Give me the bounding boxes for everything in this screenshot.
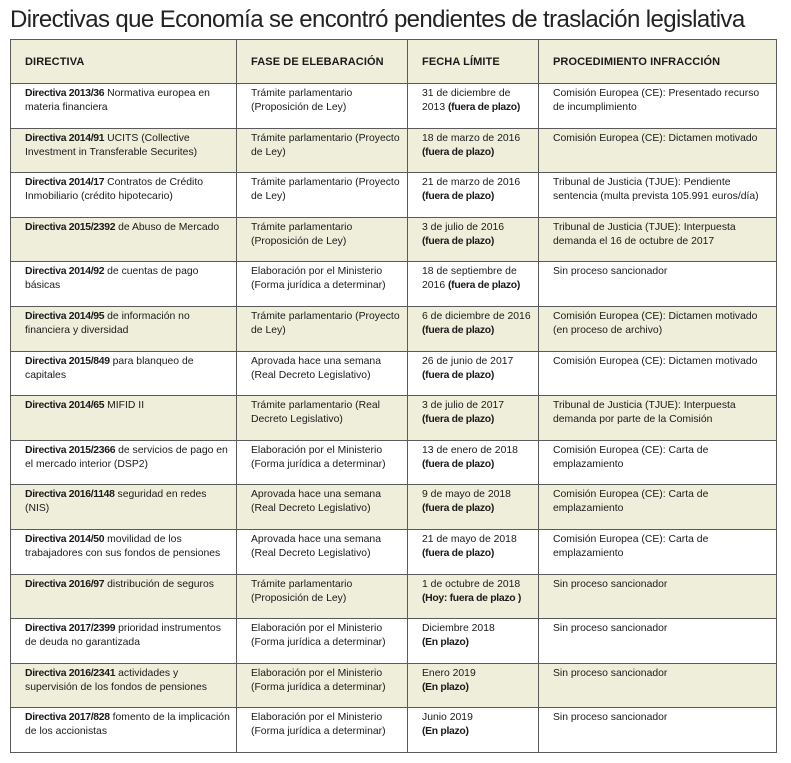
procedimiento-cell: Sin proceso sancionador <box>539 663 777 708</box>
fecha-cell <box>408 619 539 664</box>
header-directiva: DIRECTIVA <box>11 40 237 84</box>
fase-cell: Trámite parlamentario (Proyecto de Ley) <box>237 128 408 173</box>
fecha-status: (fuera de plazo) <box>422 369 494 381</box>
directiva-description: prioridad instrumentos de deuda no garantizada <box>25 623 221 649</box>
directiva-description: Contratos de Crédito Inmobiliario (crédito hipotecario) <box>25 177 204 203</box>
procedimiento-cell: Comisión Europea (CE): Dictamen motivado <box>539 128 777 173</box>
directiva-cell <box>11 708 237 753</box>
table-row <box>11 663 777 708</box>
directiva-description: UCITS (Collective Investment in Transferable Securites) <box>25 132 198 158</box>
directiva-cell <box>11 173 237 218</box>
directiva-description: de cuentas de pago básicas <box>25 266 199 292</box>
fecha-cell <box>408 262 539 307</box>
procedimiento-cell: Tribunal de Justicia (TJUE): Interpuesta demanda el 16 de octubre de 2017 <box>539 217 777 262</box>
fecha-date: Diciembre 2018 <box>422 623 495 635</box>
directiva-cell <box>11 440 237 485</box>
fecha-cell <box>408 663 539 708</box>
directiva-cell <box>11 529 237 574</box>
directiva-number: Directiva 2016/2341 <box>25 667 116 679</box>
table-row <box>11 574 777 619</box>
directiva-description: distribución de seguros <box>104 578 214 590</box>
fecha-date: Junio 2019 <box>422 712 473 724</box>
directiva-number: Directiva 2015/849 <box>25 355 110 367</box>
table-row <box>11 217 777 262</box>
directiva-cell <box>11 663 237 708</box>
directiva-cell <box>11 574 237 619</box>
table-header-row <box>11 40 777 84</box>
directiva-cell <box>11 351 237 396</box>
page-title: Directivas que Economía se encontró pendientes de traslación legislativa <box>10 6 745 33</box>
fecha-cell <box>408 351 539 396</box>
directiva-number: Directiva 2017/2399 <box>25 623 116 635</box>
fecha-status: (fuera de plazo) <box>422 324 494 336</box>
fecha-status: (En plazo) <box>422 681 469 693</box>
fecha-cell <box>408 485 539 530</box>
fase-cell: Elaboración por el Ministerio (Forma jurídica a determinar) <box>237 663 408 708</box>
directiva-number: Directiva 2014/92 <box>25 266 105 278</box>
directiva-number: Directiva 2015/2392 <box>25 221 116 233</box>
fecha-date: 31 de diciembre de 2013 <box>422 88 511 113</box>
fase-cell: Aprovada hace una semana (Real Decreto Legislativo) <box>237 351 408 396</box>
table-row <box>11 128 777 173</box>
table-row <box>11 485 777 530</box>
fecha-status: (fuera de plazo) <box>422 146 494 158</box>
fecha-status: (En plazo) <box>422 726 469 738</box>
fecha-status: (fuera de plazo) <box>422 191 494 203</box>
fecha-status: (Hoy: fuera de plazo ) <box>422 592 522 604</box>
fecha-status: (fuera de plazo) <box>422 458 494 470</box>
table-row <box>11 306 777 351</box>
fecha-cell <box>408 217 539 262</box>
directiva-number: Directiva 2014/50 <box>25 533 105 545</box>
fecha-cell <box>408 84 539 129</box>
fecha-date: 1 de octubre de 2018 <box>422 578 521 590</box>
directiva-number: Directiva 2014/91 <box>25 132 105 144</box>
directiva-description: actividades y supervisión de los fondos de pensiones <box>25 667 207 693</box>
procedimiento-cell: Comisión Europea (CE): Carta de emplazamiento <box>539 440 777 485</box>
fase-cell: Trámite parlamentario (Proyecto de Ley) <box>237 173 408 218</box>
fecha-cell <box>408 708 539 753</box>
table-row <box>11 351 777 396</box>
procedimiento-cell: Comisión Europea (CE): Dictamen motivado <box>539 351 777 396</box>
fase-cell: Trámite parlamentario (Proposición de Ley) <box>237 217 408 262</box>
directiva-cell <box>11 262 237 307</box>
fase-cell: Elaboración por el Ministerio (Forma jurídica a determinar) <box>237 708 408 753</box>
fecha-status: (fuera de plazo) <box>422 414 494 426</box>
header-procedimiento: PROCEDIMIENTO INFRACCIÓN <box>539 40 777 84</box>
fecha-cell <box>408 173 539 218</box>
fecha-cell <box>408 306 539 351</box>
procedimiento-cell: Comisión Europea (CE): Presentado recurso de incumplimiento <box>539 84 777 129</box>
directivas-table <box>10 39 777 753</box>
fase-cell: Elaboración por el Ministerio (Forma jurídica a determinar) <box>237 440 408 485</box>
fase-cell: Elaboración por el Ministerio (Forma jurídica a determinar) <box>237 619 408 664</box>
table-row <box>11 84 777 129</box>
fecha-cell <box>408 529 539 574</box>
fase-cell: Elaboración por el Ministerio (Forma jurídica a determinar) <box>237 262 408 307</box>
fecha-status: (fuera de plazo) <box>422 235 494 247</box>
directiva-description: movilidad de los trabajadores con sus fondos de pensiones <box>25 533 221 559</box>
fase-cell: Trámite parlamentario (Proposición de Ley) <box>237 84 408 129</box>
directiva-number: Directiva 2016/1148 <box>25 489 115 501</box>
table-row <box>11 708 777 753</box>
fase-cell: Trámite parlamentario (Proyecto de Ley) <box>237 306 408 351</box>
directiva-description: de servicios de pago en el mercado interior (DSP2) <box>25 444 228 470</box>
fecha-status: (fuera de plazo) <box>448 280 520 292</box>
directiva-description: MIFID II <box>104 400 145 412</box>
directiva-number: Directiva 2014/95 <box>25 310 105 322</box>
fecha-status: (fuera de plazo) <box>422 503 494 515</box>
fecha-date: 18 de marzo de 2016 <box>422 132 521 144</box>
fecha-date: 21 de marzo de 2016 <box>422 177 521 189</box>
table-row <box>11 440 777 485</box>
directiva-number: Directiva 2014/17 <box>25 177 105 189</box>
fecha-date: 3 de julio de 2016 <box>422 221 505 233</box>
procedimiento-cell: Comisión Europea (CE): Dictamen motivado (en proceso de archivo) <box>539 306 777 351</box>
procedimiento-cell: Sin proceso sancionador <box>539 574 777 619</box>
fecha-date: 3 de julio de 2017 <box>422 400 505 412</box>
directiva-number: Directiva 2013/36 <box>25 88 105 99</box>
procedimiento-cell: Comisión Europea (CE): Carta de emplazamiento <box>539 529 777 574</box>
fase-cell: Trámite parlamentario (Proposición de Ley) <box>237 574 408 619</box>
directiva-description: de Abuso de Mercado <box>115 221 220 233</box>
directiva-cell <box>11 396 237 441</box>
directiva-cell <box>11 84 237 129</box>
directiva-description: fomento de la implicación de los accionistas <box>25 712 230 738</box>
table-row <box>11 173 777 218</box>
fecha-status: (fuera de plazo) <box>448 102 520 113</box>
procedimiento-cell: Sin proceso sancionador <box>539 262 777 307</box>
fecha-date: 26 de junio de 2017 <box>422 355 514 367</box>
fase-cell: Trámite parlamentario (Real Decreto Legislativo) <box>237 396 408 441</box>
fecha-cell <box>408 128 539 173</box>
table-row <box>11 262 777 307</box>
directiva-cell <box>11 485 237 530</box>
fecha-date: 6 de diciembre de 2016 <box>422 310 531 322</box>
fecha-date: 9 de mayo de 2018 <box>422 489 511 501</box>
fecha-date: 13 de enero de 2018 <box>422 444 518 456</box>
directiva-description: de información no financiera y diversidad <box>25 310 190 336</box>
directiva-number: Directiva 2017/828 <box>25 712 110 724</box>
directiva-cell <box>11 128 237 173</box>
fase-cell: Aprovada hace una semana (Real Decreto Legislativo) <box>237 529 408 574</box>
header-fecha: FECHA LÍMITE <box>408 40 539 84</box>
directiva-cell <box>11 306 237 351</box>
fecha-status: (fuera de plazo) <box>422 547 494 559</box>
fecha-date: 18 de septiembre de 2016 <box>422 266 517 292</box>
procedimiento-cell: Sin proceso sancionador <box>539 708 777 753</box>
directiva-cell <box>11 619 237 664</box>
fecha-date: Enero 2019 <box>422 667 476 679</box>
directiva-number: Directiva 2014/65 <box>25 400 105 412</box>
procedimiento-cell: Comisión Europea (CE): Carta de emplazamiento <box>539 485 777 530</box>
directiva-description: Normativa europea en materia financiera <box>25 88 210 113</box>
procedimiento-cell: Sin proceso sancionador <box>539 619 777 664</box>
directiva-description: para blanqueo de capitales <box>25 355 194 381</box>
directiva-description: seguridad en redes (NIS) <box>25 489 207 515</box>
fase-cell: Aprovada hace una semana (Real Decreto Legislativo) <box>237 485 408 530</box>
procedimiento-cell: Tribunal de Justicia (TJUE): Interpuesta demanda por parte de la Comisión <box>539 396 777 441</box>
table-row <box>11 619 777 664</box>
fecha-cell <box>408 574 539 619</box>
fecha-cell <box>408 440 539 485</box>
table-row <box>11 396 777 441</box>
procedimiento-cell: Tribunal de Justicia (TJUE): Pendiente sentencia (multa prevista 105.991 euros/día) <box>539 173 777 218</box>
table-row <box>11 529 777 574</box>
header-fase: FASE DE ELEBARACIÓN <box>237 40 408 84</box>
directiva-number: Directiva 2016/97 <box>25 578 105 590</box>
fecha-cell <box>408 396 539 441</box>
directiva-cell <box>11 217 237 262</box>
directiva-number: Directiva 2015/2366 <box>25 444 116 456</box>
fecha-date: 21 de mayo de 2018 <box>422 533 517 545</box>
fecha-status: (En plazo) <box>422 637 469 649</box>
